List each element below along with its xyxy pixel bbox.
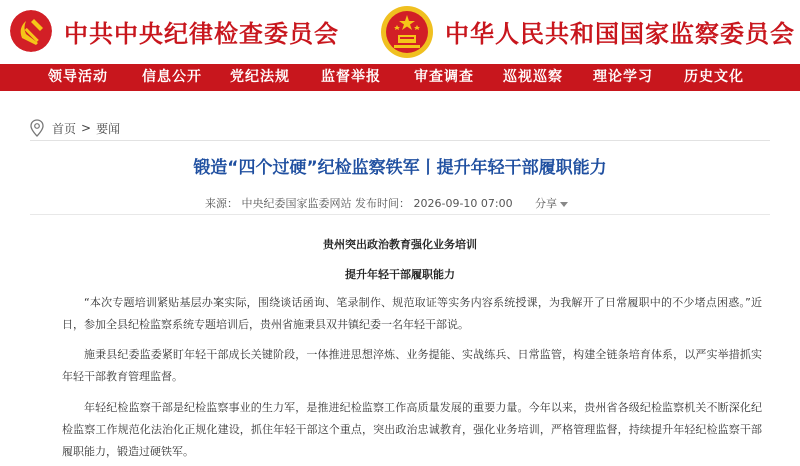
nav-item-history[interactable]: 历史文化 (684, 69, 744, 85)
breadcrumb-separator: > (81, 121, 92, 135)
nav-item-leadership[interactable]: 领导活动 (48, 69, 108, 85)
party-emblem-icon[interactable] (10, 10, 52, 52)
nav-item-inspection[interactable]: 巡视巡察 (503, 69, 563, 85)
chevron-down-icon (560, 202, 568, 207)
article-subhead: 贵州突出政治教育强化业务培训 (323, 238, 477, 251)
article-subhead: 提升年轻干部履职能力 (345, 268, 455, 281)
breadcrumb-current[interactable]: 要闻 (96, 121, 121, 136)
cpc-ccdi-title[interactable]: 中共中央纪律检查委员会 (64, 19, 339, 48)
article-date: 发布时间： 2026-09-10 07:00 (355, 197, 513, 210)
national-emblem-icon[interactable] (380, 5, 434, 59)
share-button[interactable] (535, 195, 568, 211)
article-paragraph: 年轻纪检监察干部是纪检监察事业的生力军，是推进纪检监察工作高质量发展的重要力量。今年以来，贵州省各级纪检监察机关不断深化纪检监察工作规范化法治化正规化建设，抓住年轻干部这个重点，突出政治忠诚教育，强化业务培训，严格管理监督，持续提升年轻纪检监察干部履职能力，锻造过硬铁军。 (62, 401, 762, 458)
nav-item-regulations[interactable]: 党纪法规 (230, 69, 290, 85)
article-source: 来源： 中央纪委国家监委网站 (205, 197, 352, 210)
breadcrumb (30, 119, 120, 137)
site-header (0, 0, 800, 64)
article-title: 锻造“四个过硬”纪检监察铁军丨提升年轻干部履职能力 (193, 158, 607, 178)
article-paragraph: “本次专题培训紧贴基层办案实际，围绕谈话函询、笔录制作、规范取证等实务内容系统授课，为我解开了日常履职中的不少堵点困惑。”近日，参加全县纪检监察系统专题培训后，贵州省施秉县双井镇纪委一名年轻干部说。 (62, 296, 762, 331)
breadcrumb-divider (30, 140, 770, 141)
nav-item-report[interactable]: 监督举报 (321, 69, 381, 85)
location-pin-icon (30, 119, 44, 137)
breadcrumb-home[interactable]: 首页 (52, 121, 77, 136)
nsc-title[interactable]: 中华人民共和国国家监察委员会 (445, 19, 795, 48)
nav-item-theory[interactable]: 理论学习 (593, 69, 653, 85)
share-label: 分享 (535, 197, 557, 210)
nav-item-investigation[interactable]: 审查调查 (414, 69, 474, 85)
nav-item-disclosure[interactable]: 信息公开 (142, 69, 202, 85)
main-nav (0, 64, 800, 91)
meta-divider (30, 214, 770, 215)
article-meta (0, 195, 800, 211)
article-paragraph: 施秉县纪委监委紧盯年轻干部成长关键阶段，一体推进思想淬炼、业务提能、实战练兵、日常监管，构建全链条培育体系，以严实举措抓实年轻干部教育管理监督。 (62, 348, 762, 383)
